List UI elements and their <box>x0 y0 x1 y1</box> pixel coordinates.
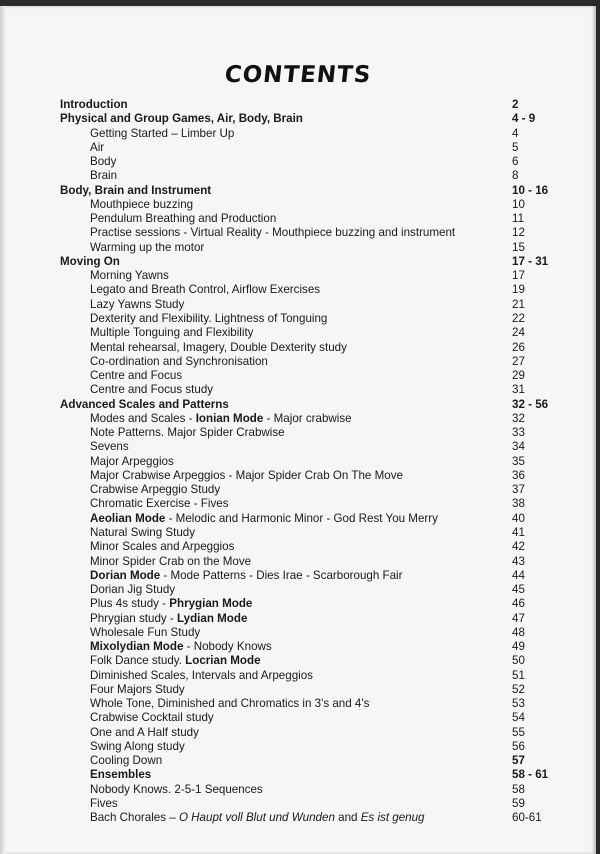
toc-entry-row <box>0 241 596 255</box>
toc-title-part: - Nobody Knows <box>183 640 272 654</box>
toc-page-number: 60-61 <box>512 811 542 825</box>
toc-title-part: Mixolydian Mode <box>90 640 184 654</box>
toc-page-number: 36 <box>512 468 525 482</box>
toc-entry-title <box>90 654 261 668</box>
toc-title-part: Whole Tone, Diminished and Chromatics in 3's and 4's <box>90 697 370 711</box>
toc-title-part: Bach Chorales – <box>90 811 179 825</box>
toc-entry-title <box>90 597 252 611</box>
toc-section-row <box>0 112 596 126</box>
toc-page-number: 17 <box>512 269 525 283</box>
toc-title-part: Mouthpiece buzzing <box>90 197 194 211</box>
toc-entry-title <box>60 184 211 198</box>
toc-entry-title <box>90 740 185 754</box>
toc-entry-title <box>90 469 403 483</box>
toc-page-number: 37 <box>512 483 525 497</box>
toc-entry-row <box>0 697 596 711</box>
toc-entry-title <box>90 426 285 440</box>
toc-entry-title <box>90 640 272 654</box>
toc-title-part: Nobody Knows. 2-5-1 Sequences <box>90 782 263 796</box>
toc-entry-title <box>90 683 185 697</box>
toc-title-part: Phrygian Mode <box>169 597 253 611</box>
toc-entry-title <box>90 569 403 583</box>
toc-title-part: Co-ordination and Synchronisation <box>90 354 268 368</box>
toc-section-row <box>0 398 596 412</box>
toc-entry-title <box>90 783 263 797</box>
toc-title-part: Sevens <box>90 440 129 454</box>
toc-title-part: Legato and Breath Control, Airflow Exercises <box>90 283 321 297</box>
toc-title-part: Diminished Scales, Intervals and Arpeggios <box>90 668 313 682</box>
toc-page-number: 11 <box>512 212 525 226</box>
toc-entry-row <box>0 569 596 583</box>
toc-entry-row <box>0 412 596 426</box>
toc-entry-title <box>90 241 204 255</box>
toc-page-number: 41 <box>512 525 525 539</box>
toc-page-number: 29 <box>512 369 525 383</box>
toc-entry-row <box>0 169 596 183</box>
toc-title-part: Mental rehearsal, Imagery, Double Dexterity study <box>90 340 347 354</box>
toc-title-part: Moving On <box>60 254 120 268</box>
toc-page-number: 12 <box>512 226 525 240</box>
toc-entry-title <box>90 540 234 554</box>
toc-entry-row <box>0 341 596 355</box>
toc-page-number: 26 <box>512 340 525 354</box>
toc-entry-title <box>90 711 214 725</box>
toc-entry-row <box>0 426 596 440</box>
toc-title-part: Major Arpeggios <box>90 454 174 468</box>
toc-entry-row <box>0 626 596 640</box>
toc-entry-title <box>90 697 369 711</box>
toc-entry-row <box>0 583 596 597</box>
toc-page-number: 34 <box>512 440 525 454</box>
toc-entry-title <box>90 455 174 469</box>
toc-entry-title <box>90 127 234 141</box>
toc-title-part: Multiple Tonguing and Flexibility <box>90 326 254 340</box>
toc-title-part: Dorian Mode <box>90 568 161 582</box>
toc-entry-row <box>0 312 596 326</box>
toc-title-part: Body, Brain and Instrument <box>60 183 212 197</box>
toc-entry-row <box>0 369 596 383</box>
toc-entry-row <box>0 440 596 454</box>
toc-title-part: Ionian Mode <box>195 411 264 425</box>
toc-page-number: 35 <box>512 454 525 468</box>
toc-title-part: Body <box>90 155 117 169</box>
toc-title-part: Natural Swing Study <box>90 525 196 539</box>
toc-entry-title <box>90 312 327 326</box>
toc-entry-title <box>90 269 169 283</box>
toc-title-part: Lydian Mode <box>177 611 248 625</box>
toc-title-part: Plus 4s study - <box>90 597 170 611</box>
toc-page-number: 33 <box>512 426 525 440</box>
toc-title-part: Physical and Group Games, Air, Body, Brain <box>60 112 303 126</box>
toc-entry-title <box>90 198 193 212</box>
toc-entry-title <box>90 155 116 169</box>
toc-page-number: 8 <box>512 169 519 183</box>
toc-title-part: Dorian Jig Study <box>90 583 176 597</box>
toc-entry-title <box>90 483 220 497</box>
toc-title-part: Minor Spider Crab on the Move <box>90 554 252 568</box>
toc-title-part: Major Crabwise Arpeggios - Major Spider Crab On The Move <box>90 468 403 482</box>
toc-title-part: Crabwise Arpeggio Study <box>90 483 221 497</box>
toc-entry-row <box>0 283 596 297</box>
toc-page-number: 32 <box>512 411 525 425</box>
toc-section-row <box>0 184 596 198</box>
toc-entry-row <box>0 198 596 212</box>
toc-page-number: 54 <box>512 711 525 725</box>
toc-title-part: Cooling Down <box>90 754 163 768</box>
toc-entry-row <box>0 540 596 554</box>
toc-page-number: 22 <box>512 311 525 325</box>
toc-title-part: Introduction <box>60 98 128 111</box>
toc-title-part: Es ist genug <box>360 811 425 825</box>
toc-page-number: 4 <box>512 126 519 140</box>
toc-title-part: Phrygian study - <box>90 611 177 625</box>
toc-entry-title <box>60 98 128 112</box>
toc-entry-row <box>0 469 596 483</box>
toc-entry-title <box>90 383 213 397</box>
toc-page-number: 4 - 9 <box>512 112 536 126</box>
toc-title-part: Locrian Mode <box>185 654 261 668</box>
toc-page-number: 24 <box>512 326 525 340</box>
toc-page-number: 46 <box>512 597 525 611</box>
toc-title-part: Ensembles <box>90 768 152 782</box>
toc-entry-title <box>90 412 352 426</box>
toc-title-part: One and A Half study <box>90 725 199 739</box>
toc-entry-row <box>0 155 596 169</box>
toc-entry-title <box>90 797 118 811</box>
toc-page-number: 10 <box>512 197 525 211</box>
toc-entry-row <box>0 269 596 283</box>
toc-page-number: 5 <box>512 140 519 154</box>
toc-entry-title <box>90 726 199 740</box>
toc-page-number: 21 <box>512 297 525 311</box>
toc-entry-title <box>60 398 229 412</box>
toc-entry-title <box>90 612 247 626</box>
toc-entry-title <box>90 811 425 825</box>
toc-title-part: Advanced Scales and Patterns <box>60 397 229 411</box>
toc-entry-row <box>0 355 596 369</box>
toc-page-number: 32 - 56 <box>512 397 549 411</box>
toc-entry-row <box>0 526 596 540</box>
toc-entry-title <box>90 141 104 155</box>
toc-page-number: 17 - 31 <box>512 254 549 268</box>
toc-page-number: 47 <box>512 611 525 625</box>
toc-page-number: 59 <box>512 797 525 811</box>
toc-title-part: Folk Dance study. <box>90 654 186 668</box>
toc-title-part: Crabwise Cocktail study <box>90 711 214 725</box>
toc-entry-title <box>90 341 347 355</box>
toc-entry-title <box>90 583 175 597</box>
toc-title-part: Warming up the motor <box>90 240 205 254</box>
toc-page-number: 56 <box>512 739 525 753</box>
toc-title-part: Fives <box>90 797 118 811</box>
toc-title-part: Aeolian Mode <box>90 511 166 525</box>
toc-title-part: - Major crabwise <box>263 411 352 425</box>
toc-entry-row <box>0 711 596 725</box>
toc-entry-row <box>0 768 596 782</box>
page-title: CONTENTS <box>223 62 373 88</box>
toc-section-row <box>0 255 596 269</box>
toc-page-number: 10 - 16 <box>512 183 549 197</box>
toc-entry-title <box>90 298 184 312</box>
toc-page-number: 38 <box>512 497 525 511</box>
toc-title-part: Practise sessions - Virtual Reality - Mouthpiece buzzing and instrument <box>90 226 456 240</box>
toc-title-part: Morning Yawns <box>90 269 169 283</box>
toc-entry-row <box>0 298 596 312</box>
toc-title-part: Brain <box>90 169 118 183</box>
toc-title-part: Air <box>90 140 105 154</box>
toc-entry-title <box>90 212 276 226</box>
toc-title-part: Pendulum Breathing and Production <box>90 212 277 226</box>
toc-entry-row <box>0 226 596 240</box>
toc-entry-row <box>0 783 596 797</box>
toc-entry-title <box>90 754 162 768</box>
toc-page-number: 50 <box>512 654 525 668</box>
toc-page-number: 19 <box>512 283 525 297</box>
toc-entry-row <box>0 797 596 811</box>
toc-title-part: Four Majors Study <box>90 682 185 696</box>
toc-entry-row <box>0 127 596 141</box>
toc-entry-title <box>90 326 253 340</box>
toc-entry-row <box>0 683 596 697</box>
toc-entry-row <box>0 754 596 768</box>
toc-entry-title <box>90 768 151 782</box>
toc-entry-title <box>60 112 303 126</box>
toc-entry-title <box>90 497 229 511</box>
toc-page-number: 52 <box>512 682 525 696</box>
toc-title-part: Getting Started – Limber Up <box>90 126 235 140</box>
toc-page-number: 27 <box>512 354 525 368</box>
toc-page-number: 43 <box>512 554 525 568</box>
toc-entry-title <box>90 283 320 297</box>
toc-entry-title <box>90 226 455 240</box>
toc-title-part: Swing Along study <box>90 739 185 753</box>
toc-title-part: Lazy Yawns Study <box>90 297 185 311</box>
toc-page-number: 42 <box>512 540 525 554</box>
toc-entry-title <box>90 669 313 683</box>
toc-title-part: Minor Scales and Arpeggios <box>90 540 235 554</box>
toc-entry-title <box>90 369 182 383</box>
toc-page-number: 31 <box>512 383 525 397</box>
toc-page-number: 58 <box>512 782 525 796</box>
toc-title-part: Dexterity and Flexibility. Lightness of Tonguing <box>90 311 328 325</box>
toc-entry-title <box>90 626 200 640</box>
toc-entry-row <box>0 726 596 740</box>
toc-entry-title <box>90 440 129 454</box>
toc-entry-row <box>0 497 596 511</box>
toc-entry-row <box>0 455 596 469</box>
toc-entry-row <box>0 597 596 611</box>
toc-page-number: 53 <box>512 697 525 711</box>
book-page <box>0 6 596 854</box>
toc-entry-row <box>0 654 596 668</box>
toc-page-number: 6 <box>512 155 519 169</box>
toc-title-part: Wholesale Fun Study <box>90 625 201 639</box>
toc-entry-row <box>0 612 596 626</box>
toc-entry-row <box>0 483 596 497</box>
toc-title-part: Note Patterns. Major Spider Crabwise <box>90 426 285 440</box>
toc-entry-row <box>0 555 596 569</box>
toc-entry-row <box>0 141 596 155</box>
toc-entry-row <box>0 212 596 226</box>
toc-page-number: 57 <box>512 754 525 768</box>
toc-page-number: 45 <box>512 583 525 597</box>
toc-entry-row <box>0 740 596 754</box>
toc-title-part: Centre and Focus study <box>90 383 214 397</box>
toc-entry-row <box>0 512 596 526</box>
toc-title-part: and <box>334 811 361 825</box>
toc-title-part: Modes and Scales - <box>90 411 196 425</box>
toc-entry-title <box>90 555 251 569</box>
toc-title-part: - Melodic and Harmonic Minor - God Rest You Merry <box>165 511 438 525</box>
toc-entry-title <box>90 512 438 526</box>
toc-page-number: 15 <box>512 240 525 254</box>
toc-section-row <box>0 98 596 112</box>
toc-title-part: - Mode Patterns - Dies Irae - Scarborough Fair <box>160 568 403 582</box>
toc-entry-title <box>90 169 117 183</box>
toc-page-number: 40 <box>512 511 525 525</box>
toc-page-number: 58 - 61 <box>512 768 549 782</box>
toc-page-number: 55 <box>512 725 525 739</box>
toc-entry-row <box>0 669 596 683</box>
toc-page-number: 2 <box>512 98 519 111</box>
table-of-contents <box>0 98 596 826</box>
toc-entry-row <box>0 640 596 654</box>
toc-page-number: 51 <box>512 668 525 682</box>
toc-page-number: 44 <box>512 568 525 582</box>
toc-entry-title <box>90 355 268 369</box>
toc-entry-row <box>0 811 596 825</box>
toc-page-number: 48 <box>512 625 525 639</box>
toc-title-part: O Haupt voll Blut und Wunden <box>178 811 335 825</box>
toc-page-number: 49 <box>512 640 525 654</box>
toc-title-part: Centre and Focus <box>90 369 183 383</box>
toc-title-part: Chromatic Exercise - Fives <box>90 497 229 511</box>
toc-entry-title <box>60 255 120 269</box>
toc-entry-row <box>0 326 596 340</box>
toc-entry-title <box>90 526 195 540</box>
toc-entry-row <box>0 383 596 397</box>
